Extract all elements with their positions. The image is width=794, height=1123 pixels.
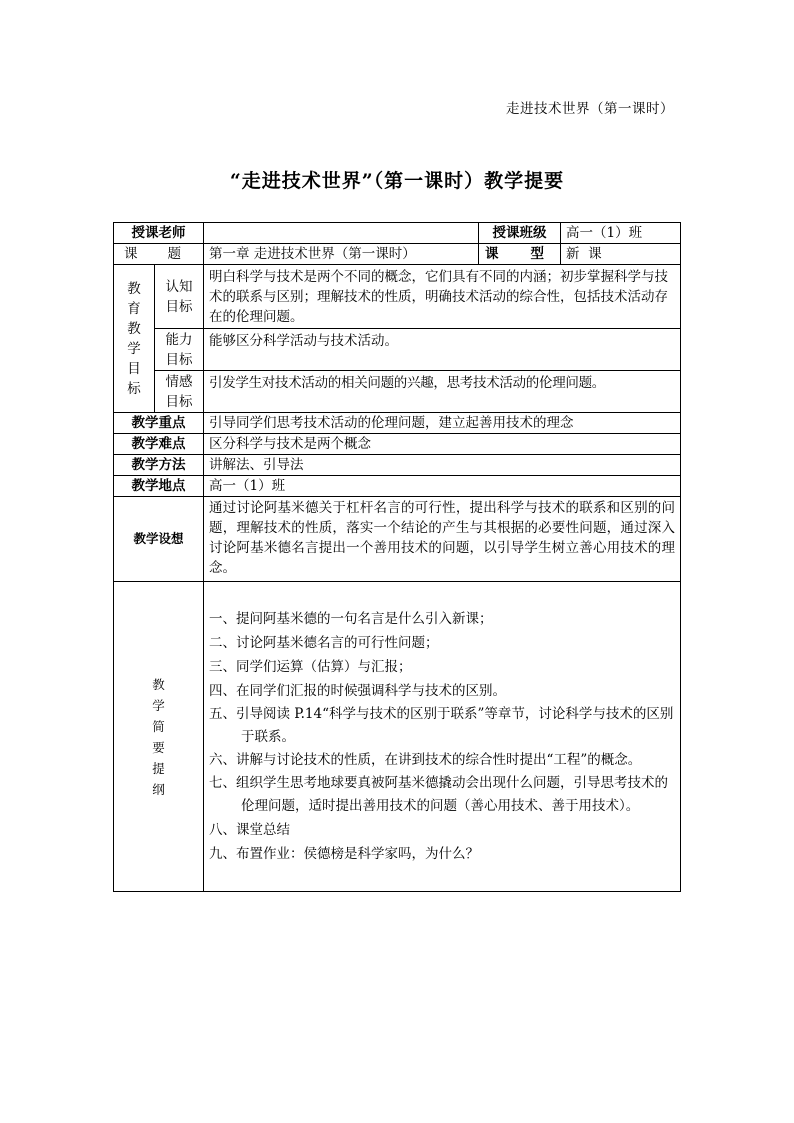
teacher-value bbox=[204, 223, 479, 244]
class-value: 高一（1）班 bbox=[561, 223, 681, 244]
cognitive-goal-label-line: 目标 bbox=[165, 298, 193, 315]
ability-goal-value: 能够区分科学活动与技术活动。 bbox=[204, 329, 681, 371]
cognitive-goal-row bbox=[114, 265, 681, 329]
teacher-label: 授课老师 bbox=[114, 223, 204, 244]
document-title: “走进技术世界”（第一课时）教学提要 bbox=[229, 170, 565, 192]
goals-label-char: 教 bbox=[127, 320, 141, 337]
location-row bbox=[114, 476, 681, 497]
outline-item: 三、同学们运算（估算）与汇报； bbox=[209, 659, 412, 675]
key-point-row bbox=[114, 413, 681, 434]
outline-item: 九、布置作业：侯德榜是科学家吗，为什么？ bbox=[209, 846, 479, 862]
method-label: 教学方法 bbox=[114, 455, 204, 476]
difficulty-row bbox=[114, 434, 681, 455]
key-point-value: 引导同学们思考技术活动的伦理问题，建立起善用技术的理念 bbox=[204, 413, 681, 434]
emotion-goal-label-line: 情感 bbox=[165, 373, 193, 390]
topic-value: 第一章 走进技术世界（第一课时） bbox=[204, 244, 479, 265]
outline-item: 二、讨论阿基米德名言的可行性问题； bbox=[209, 635, 439, 651]
running-header: 走进技术世界（第一课时） bbox=[506, 101, 674, 117]
outline-label bbox=[114, 582, 204, 892]
teacher-row bbox=[114, 223, 681, 244]
location-label: 教学地点 bbox=[114, 476, 204, 497]
outline-item: 一、提问阿基米德的一句名言是什么引入新课； bbox=[209, 611, 493, 627]
outline-item: 八、课堂总结 bbox=[209, 822, 290, 838]
topic-label: 课 题 bbox=[114, 244, 204, 265]
outline-item: 五、引导阅读 P.14“科学与技术的区别于联系”等章节，讨论科学与技术的区别于联系。 bbox=[209, 706, 674, 745]
topic-row bbox=[114, 244, 681, 265]
design-value: 通过讨论阿基米德关于杠杆名言的可行性，提出科学与技术的联系和区别的问题，理解技术的性质，落实一个结论的产生与其根据的必要性问题，通过深入讨论阿基米德名言提出一个善用技术的问题，以引导学生树立善心用技术的理念。 bbox=[204, 497, 681, 582]
location-value: 高一（1）班 bbox=[204, 476, 681, 497]
cognitive-goal-label bbox=[155, 265, 204, 329]
key-point-label: 教学重点 bbox=[114, 413, 204, 434]
class-label: 授课班级 bbox=[479, 223, 561, 244]
outline-value bbox=[204, 582, 681, 892]
method-row bbox=[114, 455, 681, 476]
outline-label-char: 要 bbox=[152, 739, 165, 755]
cognitive-goal-value: 明白科学与技术是两个不同的概念，它们具有不同的内涵；初步掌握科学与技术的联系与区别；理解技术的性质，明确技术活动的综合性，包括技术活动存在的伦理问题。 bbox=[204, 265, 681, 329]
design-label: 教学设想 bbox=[114, 497, 204, 582]
goals-label-char: 学 bbox=[127, 340, 141, 357]
emotion-goal-label bbox=[155, 371, 204, 413]
goals-label-char: 标 bbox=[127, 380, 141, 397]
difficulty-value: 区分科学与技术是两个概念 bbox=[204, 434, 681, 455]
outline-row bbox=[114, 582, 681, 892]
emotion-goal-value: 引发学生对技术活动的相关问题的兴趣，思考技术活动的伦理问题。 bbox=[204, 371, 681, 413]
type-value: 新 课 bbox=[561, 244, 681, 265]
ability-goal-label bbox=[155, 329, 204, 371]
outline-label-char: 提 bbox=[152, 760, 165, 776]
emotion-goal-row bbox=[114, 371, 681, 413]
goals-label bbox=[114, 265, 155, 413]
outline-item: 六、讲解与讨论技术的性质，在讲到技术的综合性时提出“工程”的概念。 bbox=[209, 752, 642, 768]
difficulty-label: 教学难点 bbox=[114, 434, 204, 455]
ability-goal-label-line: 能力 bbox=[165, 331, 193, 348]
cognitive-goal-label-line: 认知 bbox=[165, 278, 193, 295]
emotion-goal-label-line: 目标 bbox=[165, 393, 193, 410]
design-row bbox=[114, 497, 681, 582]
goals-label-char: 目 bbox=[127, 360, 141, 377]
ability-goal-label-line: 目标 bbox=[165, 351, 193, 368]
ability-goal-row bbox=[114, 329, 681, 371]
method-value: 讲解法、引导法 bbox=[204, 455, 681, 476]
outline-item: 四、在同学们汇报的时候强调科学与技术的区别。 bbox=[209, 683, 506, 699]
outline-item: 七、组织学生思考地球要真被阿基米德撬动会出现什么问题，引导思考技术的伦理问题，适时提出善用技术的问题（善心用技术、善于用技术）。 bbox=[209, 775, 668, 814]
outline-label-char: 学 bbox=[152, 697, 165, 713]
type-label: 课 型 bbox=[479, 244, 561, 265]
outline-label-char: 纲 bbox=[152, 781, 165, 797]
goals-label-char: 教 bbox=[127, 280, 141, 297]
outline-label-char: 简 bbox=[152, 718, 165, 734]
lesson-plan-table bbox=[113, 222, 681, 892]
goals-label-char: 育 bbox=[127, 300, 141, 317]
outline-label-char: 教 bbox=[152, 676, 165, 692]
